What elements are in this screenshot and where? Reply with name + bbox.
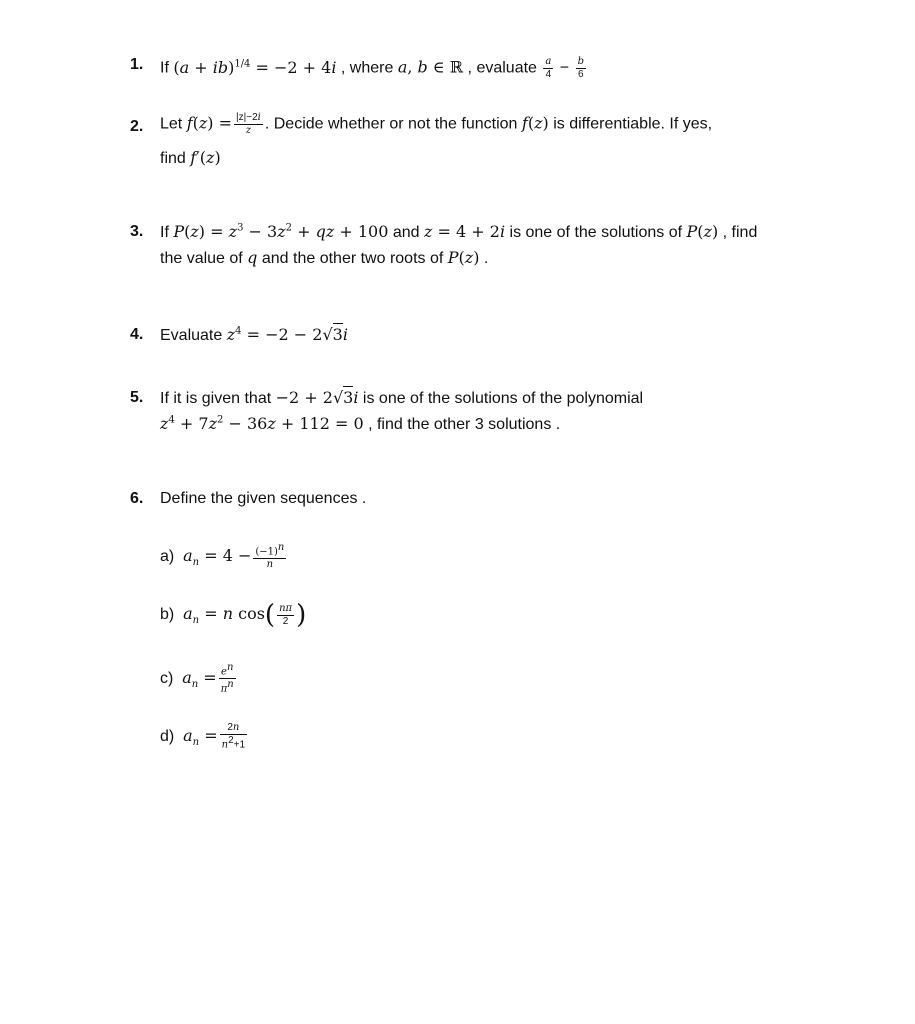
fraction: $\frac{(-1)^n}{n}$ — [255, 542, 285, 571]
question-number: 6. — [130, 490, 144, 507]
question-text: If it is given that −2 + 2√3i is one of the solutions of the polynomial — [160, 388, 644, 407]
question-text: Define the given sequences . — [160, 490, 367, 507]
question-text: If (a + ib)$^{1/4}$ = −2 + 4i , where a, b ∈ ℝ , evaluate $\frac{a}{4}$ − $\frac{b}{6}$ — [160, 56, 584, 80]
question-text: If $P(z) = z^3 - 3z^2$ + qz + 100 and z = 4 + 2i is one of the solutions of P(z) , find — [160, 222, 758, 241]
fraction: $\frac{n\pi}{2}$ — [279, 602, 293, 627]
question-number: 4. — [130, 326, 144, 343]
math-expr: $z^4 + 7z^2 - 36z + 112 = 0$ — [160, 414, 364, 433]
sequence-d: d) $a_n$ = $\frac{2n}{n^2+1}$ — [160, 722, 246, 751]
fraction: $\frac{b}{6}$ — [577, 56, 584, 80]
question-text: Evaluate $z^4 = -2 - 2√3i$ — [160, 325, 348, 344]
fraction: $\frac{|z|-2i}{z}$ — [236, 112, 261, 136]
question-text-cont: find f′(z) — [160, 148, 221, 167]
math-expr: (a + ib)$^{1/4}$ = −2 + 4i — [173, 57, 337, 77]
fraction: $\frac{e^n}{\pi^n}$ — [220, 662, 234, 695]
question-number: 1. — [130, 56, 144, 73]
sequence-c: c) $a_n$ = $\frac{e^n}{\pi^n}$ — [160, 662, 234, 695]
question-text-cont: $z^4 + 7z^2 - 36z + 112 = 0$ , find the other 3 solutions . — [160, 414, 561, 433]
fraction: $\frac{2n}{n^2+1}$ — [221, 722, 246, 751]
question-text-cont: the value of q and the other two roots of P(z) . — [160, 248, 489, 267]
question-number: 2. — [130, 118, 144, 135]
sequence-b: b) $a_n = n$ cos( $\frac{n\pi}{2}$ ) — [160, 600, 307, 630]
math-expr: $z^4 = -2 - 2√3i$ — [226, 325, 348, 344]
question-number: 3. — [130, 223, 144, 240]
sequence-a: a) $a_n = 4$ − $\frac{(-1)^n}{n}$ — [160, 542, 285, 571]
question-number: 5. — [130, 389, 144, 406]
question-text: Let f(z) = $\frac{|z|-2i}{z}$ . Decide whether or not the function f(z) is differentiable. If yes, — [160, 112, 713, 136]
fraction: $\frac{a}{4}$ — [545, 56, 552, 80]
math-expr: a, b ∈ ℝ — [397, 57, 464, 77]
